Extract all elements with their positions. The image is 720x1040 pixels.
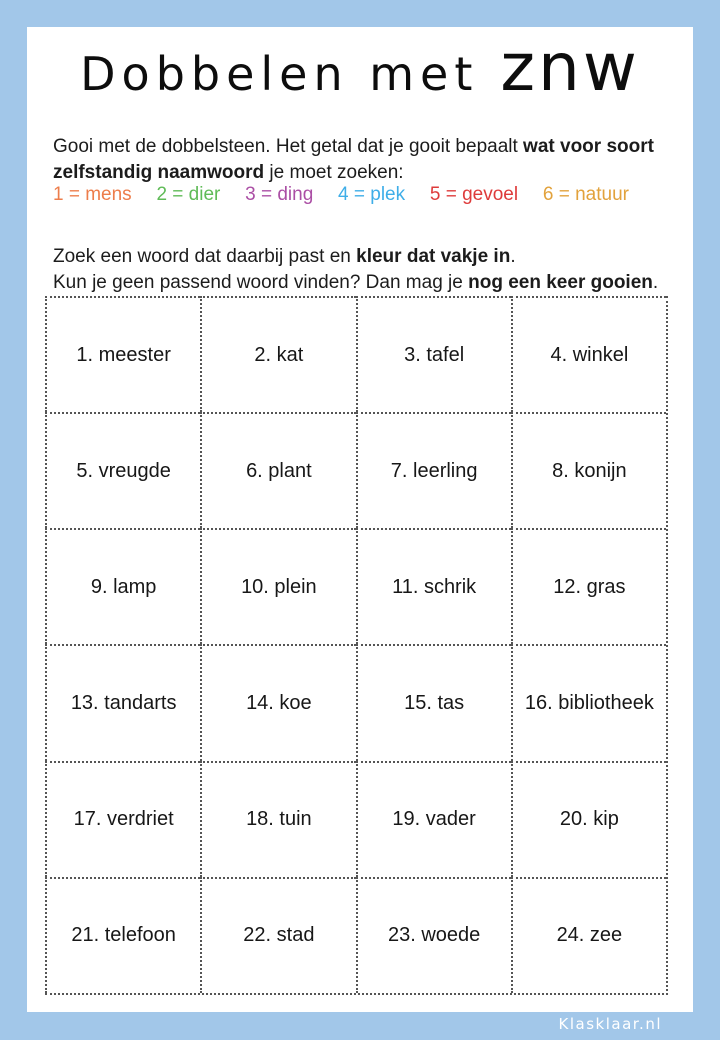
grid-cell-label: 18. tuin <box>246 808 312 831</box>
grid-cell-label: 7. leerling <box>390 459 478 482</box>
p1-bold-1: wat voor soort <box>523 136 654 157</box>
page-title-main: Dobbelen met <box>80 47 479 101</box>
grid-cell <box>45 528 200 644</box>
grid-cell-label: 20. kip <box>559 808 619 831</box>
grid-cell-label: 1. meester <box>76 343 171 366</box>
worksheet-page <box>27 27 693 1012</box>
grid-cell <box>200 877 355 993</box>
grid-cell <box>511 296 666 412</box>
grid-cell <box>356 296 511 412</box>
grid-cell-label: 17. verdriet <box>73 808 174 831</box>
grid-cell <box>45 761 200 877</box>
legend-item: 6 = natuur <box>542 184 629 205</box>
p2-seg1: Zoek een woord dat daarbij past en <box>53 246 357 267</box>
grid-cell <box>356 877 511 993</box>
instructions-paragraph-1 <box>53 134 667 186</box>
grid-cell <box>45 296 200 412</box>
p2-bold-1: kleur dat vakje in <box>356 246 511 267</box>
grid-cell <box>45 644 200 760</box>
grid-cell <box>45 412 200 528</box>
grid-cell-label: 12. gras <box>553 575 626 598</box>
grid-cell <box>356 761 511 877</box>
grid-cell <box>511 528 666 644</box>
grid-cell-label: 10. plein <box>241 575 317 598</box>
grid-cell <box>200 296 355 412</box>
legend-row <box>53 184 629 206</box>
legend-item: 3 = ding <box>245 184 314 205</box>
p2-bold-2: nog een keer gooien <box>468 272 653 293</box>
p1-seg4: je moet zoeken: <box>264 162 404 183</box>
legend-item: 1 = mens <box>53 184 132 205</box>
grid-cell <box>200 644 355 760</box>
grid-cell-label: 15. tas <box>404 692 465 715</box>
grid-cell <box>511 761 666 877</box>
grid-cell-label: 14. koe <box>246 692 312 715</box>
grid-cell-label: 11. schrik <box>392 575 477 598</box>
grid-cell <box>511 644 666 760</box>
page-title-znw: znw <box>500 29 640 106</box>
p1-bold-2: zelfstandig naamwoord <box>53 162 265 183</box>
grid-cell-label: 22. stad <box>243 924 315 947</box>
grid-cell <box>45 877 200 993</box>
grid-cell-label: 23. woede <box>387 924 481 947</box>
grid-cell-label: 8. konijn <box>552 459 627 482</box>
grid-cell-label: 2. kat <box>254 343 304 366</box>
p2-seg3: . <box>510 246 516 267</box>
grid-cell <box>200 412 355 528</box>
grid-cell-label: 24. zee <box>556 924 623 947</box>
grid-cell <box>356 412 511 528</box>
legend-item: 5 = gevoel <box>429 184 519 205</box>
legend-item: 2 = dier <box>156 184 221 205</box>
grid-cell-label: 19. vader <box>392 808 476 831</box>
grid-cell <box>200 761 355 877</box>
grid-cell <box>511 877 666 993</box>
grid-cell-label: 21. telefoon <box>71 924 176 947</box>
page-title <box>27 29 693 106</box>
grid-cell-label: 9. lamp <box>90 575 157 598</box>
legend-item: 4 = plek <box>338 184 406 205</box>
grid-cell <box>356 528 511 644</box>
grid-cell-label: 16. bibliotheek <box>524 692 654 715</box>
word-grid <box>45 296 668 995</box>
grid-cell-label: 5. vreugde <box>76 459 171 482</box>
p2-seg4: Kun je geen passend woord vinden? Dan mag je <box>53 272 469 293</box>
grid-cell <box>511 412 666 528</box>
instructions-paragraph-2 <box>53 244 667 296</box>
p2-seg6: . <box>652 272 659 293</box>
grid-cell <box>356 644 511 760</box>
grid-cell-label: 13. tandarts <box>70 692 177 715</box>
grid-cell-label: 3. tafel <box>404 343 465 366</box>
grid-cell-label: 4. winkel <box>550 343 629 366</box>
footer-brand: Klasklaar.nl <box>558 1015 662 1033</box>
grid-cell-label: 6. plant <box>246 459 312 482</box>
grid-cell <box>200 528 355 644</box>
p1-seg1: Gooi met de dobbelsteen. Het getal dat je gooit bepaalt <box>53 136 524 157</box>
